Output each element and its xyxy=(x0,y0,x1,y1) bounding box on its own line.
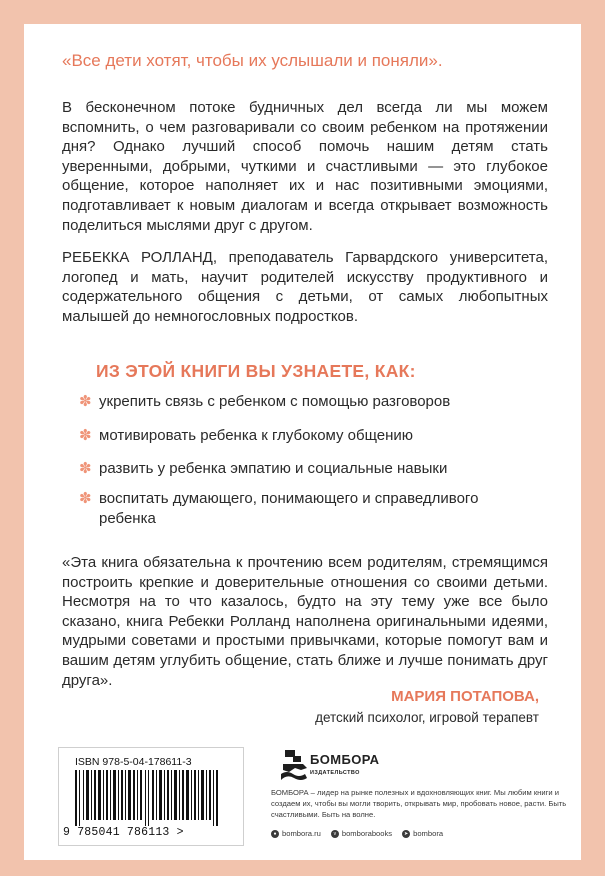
flower-bullet-icon: ✽ xyxy=(79,427,92,444)
list-item-text: развить у ребенка эмпатию и социальные навыки xyxy=(99,460,448,477)
telegram-icon: ➤ xyxy=(403,830,409,837)
review-quote: «Эта книга обязательна к прочтению всем родителям, стремящимся построить крепкие и доверительные отношения со своими детьми. Несмотря на то что казалось, будто на эту тему уже все было сказано, книга Ребекки Ролланд наполнена оригинальными идеями, мудрыми советами и простыми привычками, которые помогут вам и вашим детям углубить общение, стать ближе и лучше понимать друг друга». xyxy=(62,554,548,689)
publisher-description: БОМБОРА – лидер на рынке полезных и вдохновляющих книг. Мы любим книги и создаем их, чтобы вы могли творить, открывать мир, пробовать новое, расти. Быть счастливыми. Быть на волне. xyxy=(271,788,567,819)
social-label: bomborabooks xyxy=(341,829,393,838)
social-item[interactable] xyxy=(402,829,443,838)
author-paragraph: РЕБЕККА РОЛЛАНД, преподаватель Гарвардского университета, логопед и мать, научит родителей искусству продуктивного и содержательного общения с детьми, от самых любопытных малышей до немногословных подростков. xyxy=(62,249,548,325)
barcode-bars xyxy=(71,770,231,826)
review-author-title: детский психолог, игровой терапевт xyxy=(315,710,539,725)
globe-icon: ● xyxy=(271,830,279,838)
barcode-number: 9 785041 786113 > xyxy=(63,826,184,839)
isbn-label: ISBN 978-5-04-178611-3 xyxy=(75,756,192,768)
back-cover xyxy=(24,24,581,860)
quote-title: «Все дети хотят, чтобы их услышали и поняли». xyxy=(62,51,443,70)
publisher-subtitle: ИЗДАТЕЛЬСТВО xyxy=(310,770,360,776)
description-paragraph: В бесконечном потоке будничных дел всегда ли мы можем вспомнить, о чем разговаривали со своим ребенком на протяжении дня? Однако лучший способ помочь нашим детям стать уверенными, добрыми, чуткими и счастливыми — это глубокое общение, которое наполняет их и нас позитивными эмоциями, подготавливает к новым диалогам и всегда открывает возможность поделиться мыслями друг с другом. xyxy=(62,99,548,234)
list-item-text: мотивировать ребенка к глубокому общению xyxy=(99,427,414,444)
publisher-name: БОМБОРА xyxy=(310,752,380,767)
social-item[interactable] xyxy=(271,829,321,838)
barcode xyxy=(58,747,244,846)
list-item-text: укрепить связь с ребенком с помощью разговоров xyxy=(99,393,451,410)
vk-icon: v xyxy=(331,830,339,838)
flower-bullet-icon: ✽ xyxy=(79,393,92,410)
bombora-logo-icon xyxy=(281,748,309,784)
social-label: bombora xyxy=(413,829,444,838)
social-item[interactable] xyxy=(331,829,392,838)
flower-bullet-icon: ✽ xyxy=(79,460,92,477)
review-author: МАРИЯ ПОТАПОВА, xyxy=(391,688,539,705)
social-links xyxy=(271,829,443,838)
flower-bullet-icon: ✽ xyxy=(79,490,92,507)
social-label: bombora.ru xyxy=(282,829,321,838)
list-item-text: воспитать думающего, понимающего и справедливого ребенка xyxy=(99,490,479,527)
list-heading: ИЗ ЭТОЙ КНИГИ ВЫ УЗНАЕТЕ, КАК: xyxy=(96,361,416,381)
